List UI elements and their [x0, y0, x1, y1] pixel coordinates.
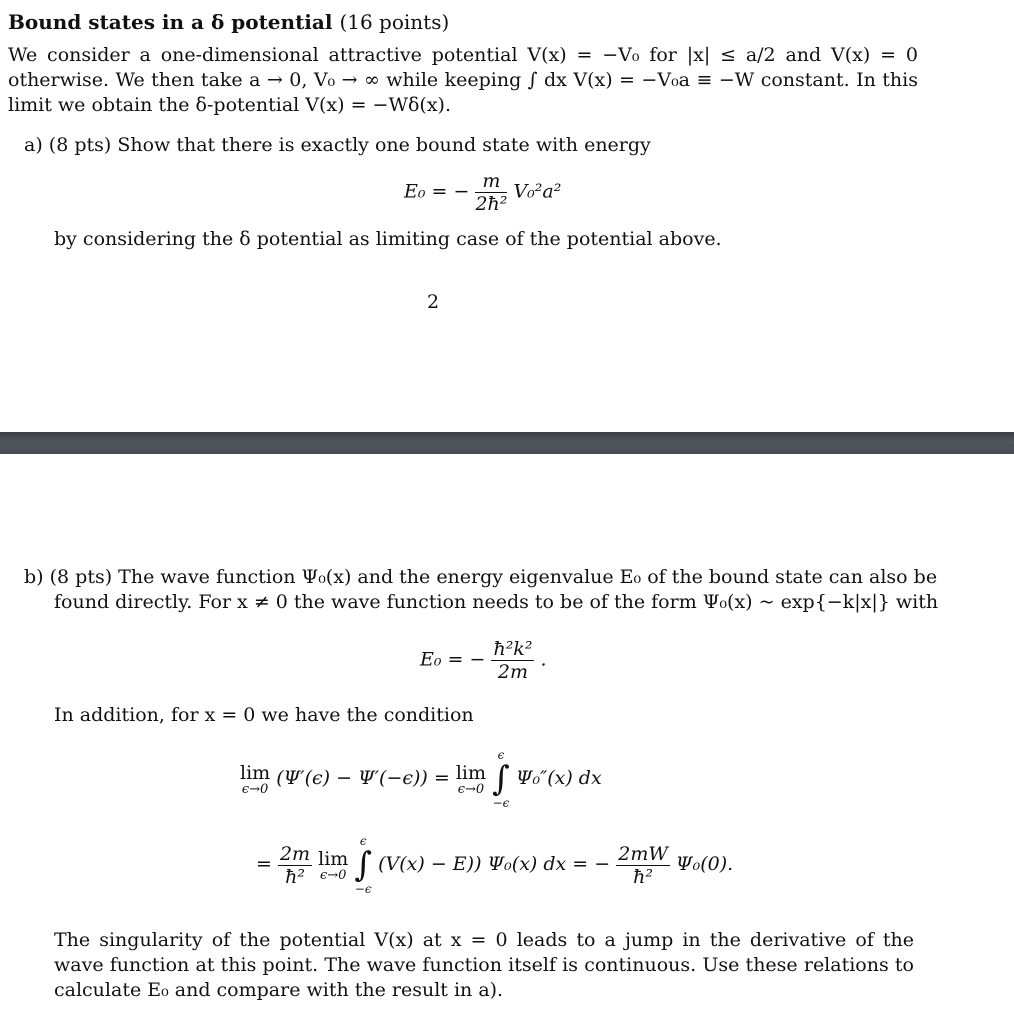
equation-a-fraction [475, 170, 507, 215]
equation-b3-den1: ħ² [285, 865, 305, 888]
integral-sign: ∫ [354, 845, 373, 885]
equation-b2-lim-right-sub: ϵ→0 [457, 782, 485, 797]
final-paragraph: The singularity of the potential V(x) at x = 0 leads to a jump in the derivative of the wave function at this point. The wave function itself is continuous. Use these relations to calculate E₀ and compare with the result in a). [54, 929, 914, 1001]
equation-a-denominator: 2ħ² [475, 193, 508, 215]
page-separator [0, 432, 1014, 454]
equation-a-rest: V₀²a² [513, 180, 562, 203]
equation-b1-lhs: E₀ = − [420, 648, 486, 671]
equation-b3-integrand: (V(x) − E)) Ψ₀(x) dx = − [378, 853, 611, 875]
equation-b2-int-upper: ϵ [497, 748, 505, 762]
equation-b1-fraction [491, 638, 534, 683]
equation-b3-lim [318, 848, 348, 882]
equation-b1 [420, 638, 547, 683]
exam-page-1 [0, 0, 1014, 432]
equation-b3-lim-sub: ϵ→0 [319, 868, 347, 883]
equation-b2-lim-left-word: lim [240, 762, 271, 784]
problem-title [8, 10, 449, 35]
equation-b2-int-lower: −ϵ [492, 796, 510, 810]
equation-b2-integrand: Ψ₀″(x) dx [515, 767, 602, 789]
equation-a-lhs: E₀ = − [404, 180, 470, 203]
equation-b3-den2: ħ² [633, 865, 653, 888]
equation-a [404, 170, 561, 215]
equation-b2-lim-left-sub: ϵ→0 [241, 782, 269, 797]
equation-b3-num2: 2mW [618, 842, 668, 865]
equation-b3-int-lower: −ϵ [354, 882, 372, 896]
equation-b2-lim-left [240, 762, 270, 796]
equation-b3-fraction-2 [616, 843, 670, 888]
page-number: 2 [427, 291, 440, 313]
equation-b2-integral [492, 748, 510, 810]
equation-b3 [256, 834, 733, 896]
part-a-statement: a) (8 pts) Show that there is exactly one bound state with energy [24, 134, 651, 156]
equation-b3-tail: Ψ₀(0). [675, 853, 734, 875]
equation-b1-tail: . [540, 648, 547, 671]
equation-b3-lim-word: lim [318, 848, 349, 870]
equation-b1-numerator: ħ²k² [493, 638, 533, 660]
part-a-tail: by considering the δ potential as limiting case of the potential above. [54, 228, 722, 250]
equation-b2-lim-right-word: lim [455, 762, 487, 784]
equation-b1-denominator: 2m [497, 661, 528, 683]
equation-b3-eqsign: = [256, 853, 272, 875]
equation-b3-int-upper: ϵ [359, 834, 367, 848]
equation-b2-left: (Ψ′(ϵ) − Ψ′(−ϵ)) = [276, 767, 450, 789]
part-b-line-1: b) (8 pts) The wave function Ψ₀(x) and the energy eigenvalue E₀ of the bound state can also be [24, 566, 938, 588]
equation-b2 [240, 748, 602, 810]
problem-points: (16 points) [339, 10, 450, 34]
equation-b2-lim-right [456, 762, 486, 796]
part-b-line-2: found directly. For x ≠ 0 the wave function needs to be of the form Ψ₀(x) ~ exp{−k|x|} with [54, 591, 939, 613]
equation-b3-integral [354, 834, 372, 896]
equation-a-numerator: m [475, 170, 507, 193]
integral-sign: ∫ [492, 759, 510, 799]
equation-b3-fraction-1 [278, 843, 312, 888]
addition-text: In addition, for x = 0 we have the condition [54, 704, 474, 726]
problem-title-text: Bound states in a δ potential [8, 10, 333, 34]
equation-b3-num1: 2m [279, 842, 311, 865]
intro-paragraph: We consider a one-dimensional attractive potential V(x) = −V₀ for |x| ≤ a/2 and V(x) = 0 otherwise. We then take a → 0, V₀ → ∞ while keeping ∫ dx V(x) = −V₀a ≡ −W constant. In this limit we obtain the δ-potential V(x) = −Wδ(x). [8, 44, 918, 116]
